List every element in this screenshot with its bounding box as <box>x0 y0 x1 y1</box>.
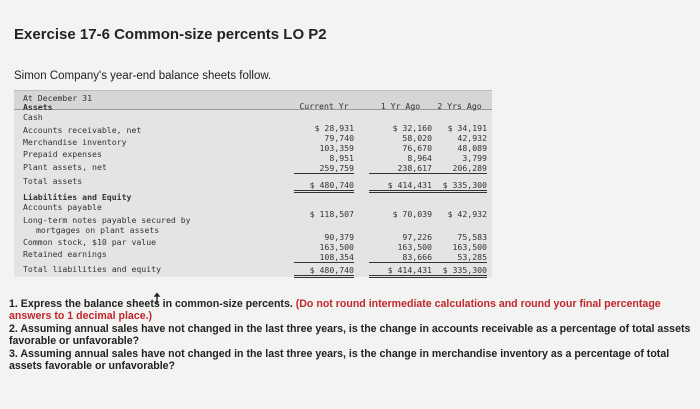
table-cell: 3,799 <box>462 153 487 163</box>
page-title: Exercise 17-6 Common-size percents LO P2 <box>14 26 327 43</box>
table-cell: $ 335,300 <box>432 265 487 278</box>
question-2: 2. Assuming annual sales have not changed in the last three years, is the change in accounts receivable as a percentage of total assets favorable or unfavorable? <box>9 322 691 348</box>
table-cell: $ 414,431 <box>369 180 432 193</box>
row-label: Accounts receivable, net <box>23 125 142 135</box>
table-cell: $ 70,039 <box>392 209 432 219</box>
table-cell: 8,951 <box>329 153 354 163</box>
table-cell: 76,670 <box>402 143 432 153</box>
intro-text: Simon Company's year-end balance sheets follow. <box>14 70 272 82</box>
row-label: Common stock, $10 par value <box>23 237 157 247</box>
table-cell: 42,932 <box>457 133 487 143</box>
table-cell: 163,500 <box>452 242 487 252</box>
row-label: Accounts payable <box>23 202 102 212</box>
row-label: Total liabilities and equity <box>23 264 162 274</box>
table-cell: 103,359 <box>319 143 354 153</box>
table-cell: $ 335,300 <box>432 180 487 193</box>
row-label: Merchandise inventory <box>23 137 127 147</box>
table-cell: 58,020 <box>402 133 432 143</box>
table-cell: 90,379 <box>324 232 354 242</box>
table-cell: $ 32,160 <box>392 123 432 133</box>
table-cell: $ 480,740 <box>294 265 354 278</box>
table-cell: 75,583 <box>457 232 487 242</box>
table-cell: 97,226 <box>402 232 432 242</box>
questions-block <box>9 298 699 372</box>
table-cell: $ 34,191 <box>447 123 487 133</box>
row-label: Retained earnings <box>23 249 107 259</box>
row-label: Prepaid expenses <box>23 149 102 159</box>
table-cell: $ 480,740 <box>294 180 354 193</box>
table-corner-label: At December 31 <box>23 93 93 103</box>
table-cell: 79,740 <box>324 133 354 143</box>
col-header-current: Current Yr <box>299 101 349 111</box>
col-header-2yr: 2 Yrs Ago <box>437 101 482 111</box>
liabilities-heading: Liabilities and Equity <box>23 192 132 202</box>
table-cell: 53,285 <box>432 252 487 263</box>
row-label-continued: mortgages on plant assets <box>36 225 160 235</box>
assets-heading: Assets <box>23 102 53 112</box>
table-cell: 83,666 <box>369 252 432 263</box>
table-cell: 238,617 <box>369 163 432 174</box>
question-1-instruction: (Do not round intermediate calculations and round your final percentage answers to 1 decimal place.) <box>9 298 661 323</box>
row-label: Cash <box>23 112 43 122</box>
table-cell: 163,500 <box>319 242 354 252</box>
row-label: Plant assets, net <box>23 162 107 172</box>
table-cell: $ 42,932 <box>447 209 487 219</box>
table-cell: $ 414,431 <box>369 265 432 278</box>
table-cell: 8,964 <box>407 153 432 163</box>
question-1: 1. Express the balance sheets in common-size percents. (Do not round intermediate calculations and round your final percentage answers to 1 decimal place.) <box>9 298 661 323</box>
table-cell: 259,759 <box>294 163 354 174</box>
row-label: Total assets <box>23 176 83 186</box>
table-cell: 108,354 <box>294 252 354 263</box>
table-cell: 163,500 <box>397 242 432 252</box>
table-cell: $ 28,931 <box>314 123 354 133</box>
col-header-1yr: 1 Yr Ago <box>380 101 421 111</box>
table-cell: 48,089 <box>457 143 487 153</box>
row-label: Long-term notes payable secured by <box>23 215 191 225</box>
table-cell: 206,289 <box>432 163 487 174</box>
table-cell: $ 118,507 <box>309 209 354 219</box>
balance-sheet-table <box>14 90 492 277</box>
question-3: 3. Assuming annual sales have not changed in the last three years, is the change in merchandise inventory as a percentage of total assets favorable or unfavorable? <box>9 347 670 373</box>
